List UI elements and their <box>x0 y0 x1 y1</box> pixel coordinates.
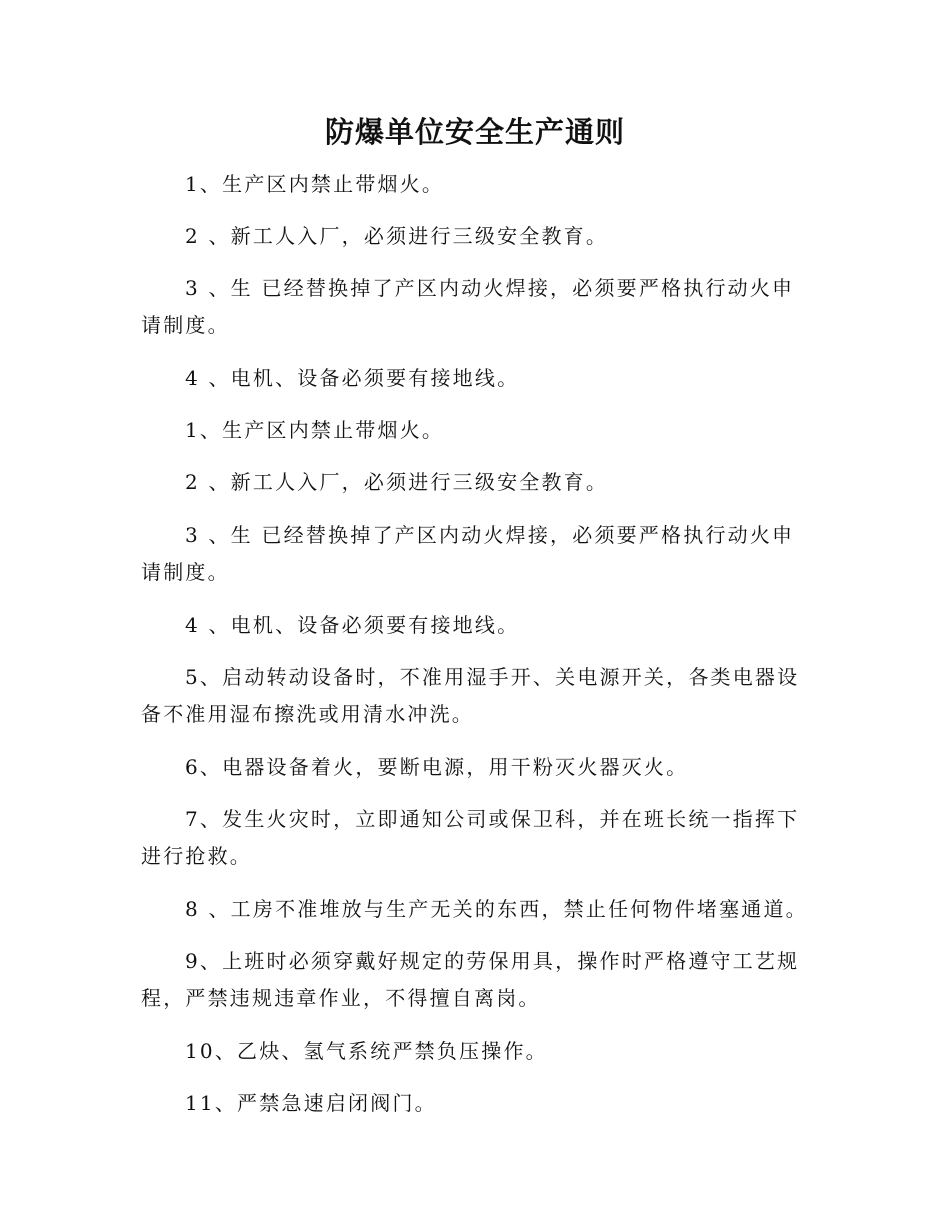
paragraph-12: 8 、工房不准堆放与生产无关的东西，禁止任何物件堵塞通道。 <box>185 897 808 921</box>
paragraph-11: 7、发生火灾时，立即通知公司或保卫科，并在班长统一指挥下进行抢救。 <box>141 807 800 868</box>
paragraph-7: 3 、生 已经替换掉了产区内动火焊接，必须要严格执行动火申请制度。 <box>141 523 795 584</box>
document-title: 防爆单位安全生产通则 <box>324 115 625 149</box>
paragraph-8: 4 、电机、设备必须要有接地线。 <box>185 613 520 637</box>
paragraph-15: 11、严禁急速启闭阀门。 <box>185 1091 437 1115</box>
paragraph-13: 9、上班时必须穿戴好规定的劳保用具，操作时严格遵守工艺规程，严禁违规违章作业，不得擅自离岗。 <box>141 949 800 1010</box>
paragraph-4: 4 、电机、设备必须要有接地线。 <box>185 366 520 390</box>
paragraph-2: 2 、新工人入厂，必须进行三级安全教育。 <box>185 224 609 248</box>
paragraph-3: 3 、生 已经替换掉了产区内动火焊接，必须要严格执行动火申请制度。 <box>141 276 795 337</box>
paragraph-6: 2 、新工人入厂，必须进行三级安全教育。 <box>185 470 609 494</box>
paragraph-10: 6、电器设备着火，要断电源，用干粉灭火器灭火。 <box>185 755 689 779</box>
paragraph-1: 1、生产区内禁止带烟火。 <box>185 172 445 196</box>
paragraph-5: 1、生产区内禁止带烟火。 <box>185 418 445 442</box>
paragraph-14: 10、乙炔、氢气系统严禁负压操作。 <box>185 1039 548 1063</box>
paragraph-9: 5、启动转动设备时，不准用湿手开、关电源开关，各类电器设备不准用湿布擦洗或用清水冲洗。 <box>141 665 800 726</box>
